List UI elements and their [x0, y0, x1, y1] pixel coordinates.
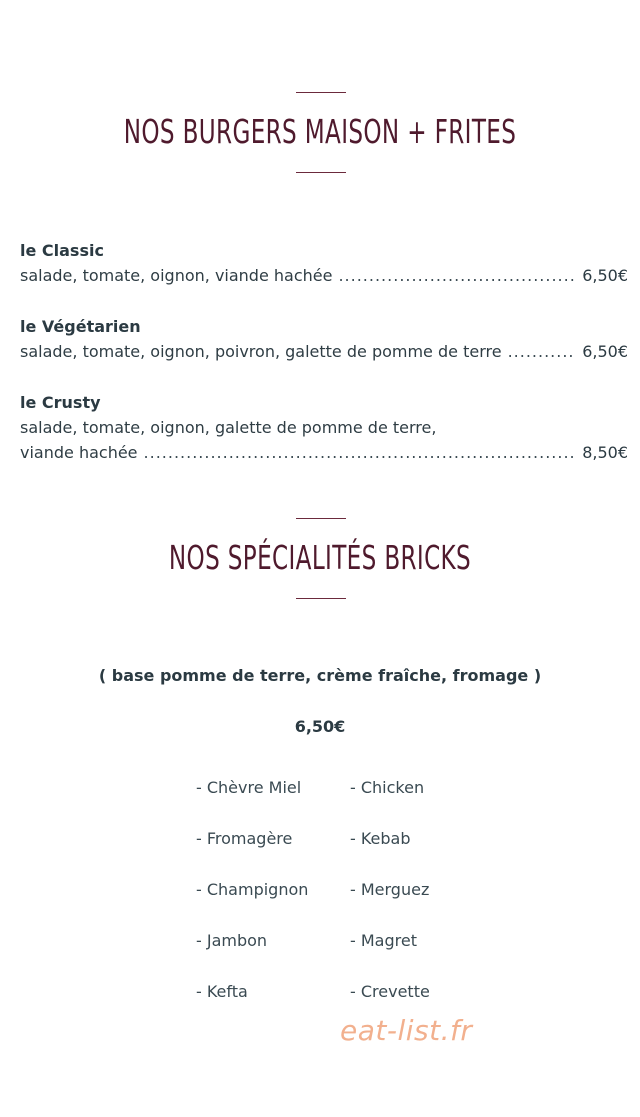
item-row — [20, 263, 628, 288]
flavor-item: - Chèvre Miel — [196, 778, 302, 797]
item-description-line: salade, tomate, oignon, galette de pomme de terre, — [20, 418, 437, 437]
watermark: eat-list.fr — [340, 1014, 473, 1047]
flavor-item: - Fromagère — [196, 829, 293, 848]
title-rule-bottom — [296, 598, 346, 599]
item-description: salade, tomate, oignon, poivron, galette de pomme de terre — [20, 342, 502, 361]
item-price: 6,50€ — [582, 342, 628, 361]
item-description: viande hachée — [20, 443, 138, 462]
menu-item-vegetarien — [20, 314, 628, 364]
bricks-price: 6,50€ — [294, 717, 346, 736]
bricks-base-description: ( base pomme de terre, crème fraîche, fromage ) — [98, 666, 542, 685]
flavor-item: - Kebab — [350, 829, 411, 848]
menu-item-crusty — [20, 390, 628, 465]
flavor-item: - Magret — [350, 931, 417, 950]
item-name: le Crusty — [20, 393, 101, 412]
title-rule-bottom — [296, 172, 346, 173]
flavor-item: - Jambon — [196, 931, 268, 950]
flavor-item: - Crevette — [350, 982, 430, 1001]
item-description: salade, tomate, oignon, viande hachée — [20, 266, 333, 285]
menu-item-classic — [20, 238, 628, 288]
item-name: le Végétarien — [20, 317, 141, 336]
dot-leader — [144, 440, 577, 465]
flavor-item: - Merguez — [350, 880, 430, 899]
dot-leader — [508, 339, 577, 364]
section-title-burgers: NOS BURGERS MAISON + FRITES — [123, 112, 517, 151]
item-row — [20, 339, 628, 364]
flavor-item: - Champignon — [196, 880, 309, 899]
item-name: le Classic — [20, 241, 104, 260]
item-price: 6,50€ — [582, 266, 628, 285]
flavor-item: - Chicken — [350, 778, 425, 797]
item-row — [20, 440, 628, 465]
item-price: 8,50€ — [582, 443, 628, 462]
title-rule-top — [296, 518, 346, 519]
dot-leader — [338, 263, 576, 288]
flavor-item: - Kefta — [196, 982, 248, 1001]
section-title-bricks: NOS SPÉCIALITÉS BRICKS — [168, 538, 472, 577]
title-rule-top — [296, 92, 346, 93]
